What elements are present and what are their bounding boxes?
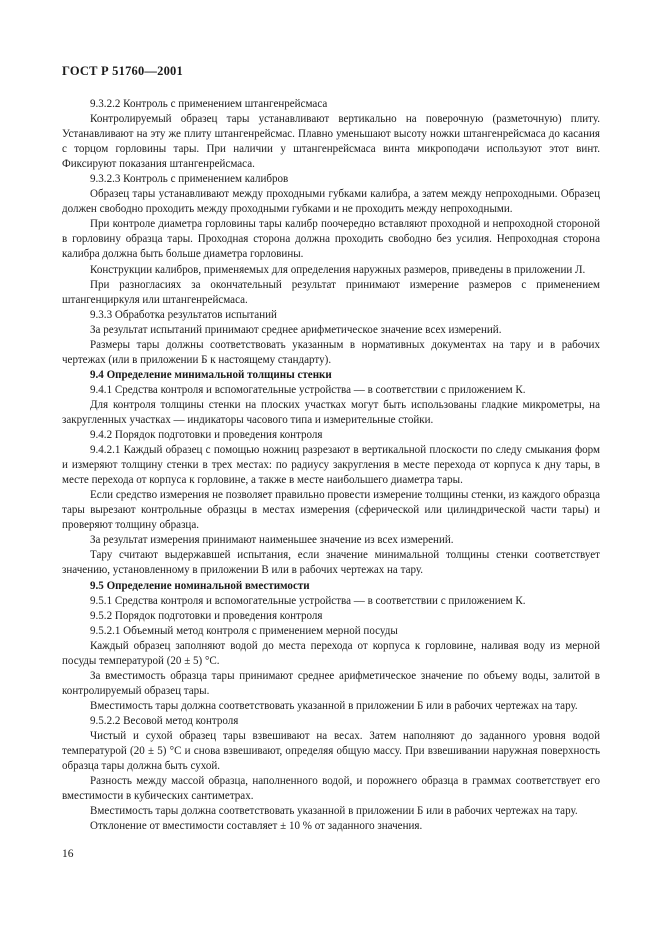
section-heading: 9.5 Определение номинальной вместимости: [90, 579, 310, 592]
paragraph: Отклонение от вместимости составляет ± 10 % от заданного значения.: [90, 820, 423, 833]
paragraph: За результат измерения принимают наименьшее значение из всех измерений.: [90, 534, 454, 547]
paragraph: 9.3.2.2 Контроль с применением штангенрейсмаса: [90, 98, 328, 110]
paragraph: Контролируемый образец тары устанавливают вертикально на поверочную (разметочную) плиту. Устанавливают на эту же плиту штангенрейсмас. Плавно уменьшают высоту ножки штангенрейсмаса до касания с торцом горловины тары. При наличии у штангенрейсмаса винта микроподачи используют этот винт. Фиксируют показания штангенрейсмаса.: [62, 113, 600, 171]
paragraph: Вместимость тары должна соответствовать указанной в приложении Б или в рабочих чертежах на тару.: [90, 805, 578, 818]
paragraph: 9.4.1 Средства контроля и вспомогательные устройства — в соответствии с приложением К.: [90, 383, 526, 396]
paragraph: Образец тары устанавливают между проходными губками калибра, а затем между непроходными. Образец должен свободно проходить между проходными губками и не проходить между непроходными.: [62, 188, 600, 216]
paragraph: Если средство измерения не позволяет правильно провести измерение толщины стенки, из каждого образца тары вырезают контрольные образцы в местах измерения (сферической или цилиндрической части тары) и проверяют толщину образца.: [62, 489, 600, 532]
paragraph: Размеры тары должны соответствовать указанным в нормативных документах на тару и в рабочих чертежах (или в приложении Б к настоящему стандарту).: [62, 338, 600, 366]
paragraph: Тару считают выдержавшей испытания, если значение минимальной толщины стенки соответствует значению, установленному в приложении В или в рабочих чертежах на тару.: [62, 549, 600, 577]
paragraph: 9.5.2 Порядок подготовки и проведения контроля: [90, 609, 323, 622]
paragraph: Чистый и сухой образец тары взвешивают на весах. Затем наполняют до заданного уровня водой температурой (20 ± 5) °С и снова взвешивают, определяя общую массу. При взвешивании наружная поверхность образца тары должна быть сухой.: [62, 729, 600, 773]
paragraph: За вместимость образца тары принимают среднее арифметическое значение по объему воды, залитой в контролируемый образец тары.: [62, 669, 600, 697]
paragraph: Каждый образец заполняют водой до места перехода от корпуса к горловине, наливая воду из мерной посуды температурой (20 ± 5) °С.: [62, 639, 600, 667]
paragraph: Вместимость тары должна соответствовать указанной в приложении Б или в рабочих чертежах на тару.: [90, 699, 578, 712]
paragraph: 9.5.2.2 Весовой метод контроля: [90, 714, 239, 727]
paragraph: 9.5.2.1 Объемный метод контроля с применением мерной посуды: [90, 624, 398, 637]
document-body: [62, 97, 600, 834]
paragraph: Конструкции калибров, применяемых для определения наружных размеров, приведены в приложении Л.: [90, 263, 586, 276]
paragraph: 9.4.2.1 Каждый образец с помощью ножниц разрезают в вертикальной плоскости по следу смыкания форм и измеряют толщину стенки в трех местах: по радиусу закругления в месте перехода от корпуса к дну тары, в месте перехода от корпуса к горловине, а также в месте наибольшего диаметра тары.: [62, 444, 600, 487]
section-heading: 9.4 Определение минимальной толщины стенки: [90, 368, 332, 381]
paragraph: 9.4.2 Порядок подготовки и проведения контроля: [90, 429, 323, 442]
paragraph: Для контроля толщины стенки на плоских участках могут быть использованы гладкие микрометры, на закругленных участках — индикаторы часового типа и измерительные стойки.: [62, 398, 600, 426]
document-header: ГОСТ Р 51760—2001: [62, 64, 183, 78]
paragraph: 9.3.3 Обработка результатов испытаний: [90, 308, 277, 321]
paragraph: При разногласиях за окончательный результат принимают измерение размеров с применением штангенциркуля или штангенрейсмаса.: [62, 278, 600, 306]
paragraph: 9.5.1 Средства контроля и вспомогательные устройства — в соответствии с приложением К.: [90, 594, 526, 607]
paragraph: Разность между массой образца, наполненного водой, и порожнего образца в граммах соответствует его вместимости в кубических сантиметрах.: [62, 775, 600, 803]
paragraph: За результат испытаний принимают среднее арифметическое значение всех измерений.: [90, 323, 502, 336]
paragraph: 9.3.2.3 Контроль с применением калибров: [90, 173, 289, 186]
page-number: 16: [62, 848, 74, 860]
paragraph: При контроле диаметра горловины тары калибр поочередно вставляют проходной и непроходной стороной в горловину образца тары. Проходная сторона должна проходить свободно без усилия. Непроходная сторона калибра должна быть больше диаметра горловины.: [62, 218, 600, 261]
